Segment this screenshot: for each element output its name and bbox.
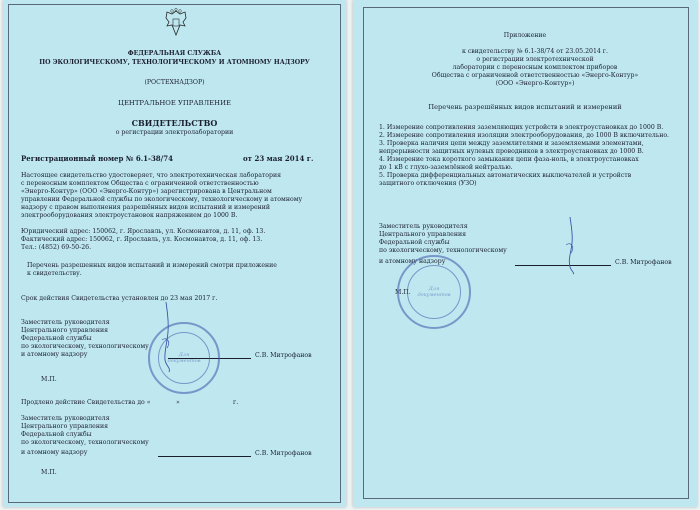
actual-address: Фактический адрес: 150062, г. Ярославль, ул. Космонавтов, д. 11, оф. 13.	[21, 236, 263, 243]
list-item: до 1 кВ с глухо-заземлённой нейтралью.	[379, 164, 513, 171]
body-line: управлении Федеральной службы по экологическому, технологическому и атомному	[21, 196, 303, 203]
list-item: 4. Измерение тока короткого замыкания цепи фаза-ноль, в электроустановках	[379, 156, 639, 163]
extension-year: г.	[233, 399, 239, 406]
signer-title-line: и атомному надзору	[21, 351, 88, 358]
signer-title-line: Федеральной службы	[21, 335, 92, 342]
seal-place: М.П.	[41, 376, 57, 383]
signer-title-line: Центрального управления	[21, 327, 108, 334]
list-item: 2. Измерение сопротивления изоляции электрооборудования, до 1000 В включительно.	[379, 132, 670, 139]
stamp-text: Для документов	[167, 352, 201, 364]
extension-quote: »	[176, 399, 180, 406]
appendix-ref-line: к свидетельству № 6.1-38/74 от 23.05.2014 г.	[461, 48, 608, 55]
body-line: Настоящее свидетельство удостоверяет, что электротехническая лаборатория	[21, 172, 282, 179]
list-item: 5. Проверка дифференциальных автоматических выключателей и устройств	[379, 172, 632, 179]
list-item: 3. Проверка наличия цепи между заземлителями и заземляемыми элементами,	[379, 140, 644, 147]
signer-title-line: Федеральной службы	[379, 239, 450, 246]
appendix-ref-line: лаборатории с переносным комплектом приборов	[452, 64, 618, 71]
registration-number: Регистрационный номер № 6.1-38/74	[21, 154, 173, 163]
validity-text: Срок действия Свидетельства установлен до 23 мая 2017 г.	[21, 295, 218, 302]
signer-title-line: по экологическому, технологическому	[21, 343, 149, 350]
agency-line2: ПО ЭКОЛОГИЧЕСКОМУ, ТЕХНОЛОГИЧЕСКОМУ И АТОМНОМУ НАДЗОРУ	[39, 59, 310, 66]
signer2-name: С.В. Митрофанов	[255, 450, 312, 457]
certificate-page	[3, 0, 346, 507]
appendix-title: Приложение	[503, 32, 547, 39]
signer-name: С.В. Митрофанов	[615, 259, 672, 266]
agency-short: (РОСТЕХНАДЗОР)	[144, 79, 205, 86]
signer-name: С.В. Митрофанов	[255, 352, 312, 359]
body-line: с переносным комплектом Общества с ограниченной ответственностью	[21, 180, 259, 187]
body-line: электрооборудования электроустановок напряжением до 1000 В.	[21, 212, 238, 219]
agency-line1: ФЕДЕРАЛЬНАЯ СЛУЖБА	[127, 50, 222, 57]
extension-text: Продлено действие Свидетельства до «	[21, 399, 151, 406]
signer-title-line: по экологическому, технологическому	[379, 247, 507, 254]
department: ЦЕНТРАЛЬНОЕ УПРАВЛЕНИЕ	[118, 99, 231, 107]
appendix-ref-line: Общества с ограниченной ответственностью «Энерго-Контур»	[431, 72, 639, 79]
appendix-ref-line: (ООО «Энерго-Контур»)	[495, 80, 575, 87]
phone: Тел.: (4852) 69-50-26.	[21, 244, 92, 251]
signature-line-2	[158, 456, 251, 457]
signer-title-line: Центрального управления	[21, 423, 108, 430]
coat-of-arms-icon	[163, 8, 189, 38]
signer-title-line: Заместитель руководителя	[379, 223, 468, 230]
list-item: защитного отключения (УЗО)	[379, 180, 477, 187]
signer-title-line: Центрального управления	[379, 231, 466, 238]
signature-icon	[153, 300, 179, 375]
signer-title-line: и атомному надзору	[21, 449, 88, 456]
appendix-note: к свидетельству.	[27, 270, 82, 277]
signer-title-line: Федеральной службы	[21, 431, 92, 438]
doc-title: СВИДЕТЕЛЬСТВО	[131, 118, 218, 128]
signer-title-line: по экологическому, технологическому	[21, 439, 149, 446]
signer-title-line: Заместитель руководителя	[21, 319, 110, 326]
list-title: Перечень разрешённых видов испытаний и измерений	[428, 103, 622, 111]
appendix-ref-line: о регистрации электротехнической	[476, 56, 594, 63]
signer-title-line: и атомному надзору	[379, 258, 446, 265]
appendix-page	[353, 0, 697, 507]
signature-icon	[558, 215, 584, 275]
registration-date: от 23 мая 2014 г.	[243, 154, 314, 163]
seal-place: М.П.	[395, 289, 411, 296]
seal-place-2: М.П.	[41, 469, 57, 476]
body-line: «Энерго-Контур» (ООО «Энерго-Контур») зарегистрирована в Центральном	[21, 188, 272, 195]
signer-title-line: Заместитель руководителя	[21, 415, 110, 422]
official-stamp	[397, 255, 471, 329]
body-line: надзору с правом выполнения разрешённых видов испытаний и измерений	[21, 204, 271, 211]
stamp-text: Для документов	[417, 286, 451, 298]
doc-subtitle: о регистрации электролаборатории	[115, 129, 234, 136]
list-item: непрерывности защитных нулевых проводников в электроустановках до 1000 В.	[379, 148, 644, 155]
appendix-note: Перечень разрешенных видов испытаний и измерений смотри приложение	[27, 262, 277, 269]
legal-address: Юридический адрес: 150062, г. Ярославль, ул. Космонавтов, д. 11, оф. 13.	[21, 228, 266, 235]
list-item: 1. Измерение сопротивления заземляющих устройств в электроустановках до 1000 В.	[379, 124, 664, 131]
